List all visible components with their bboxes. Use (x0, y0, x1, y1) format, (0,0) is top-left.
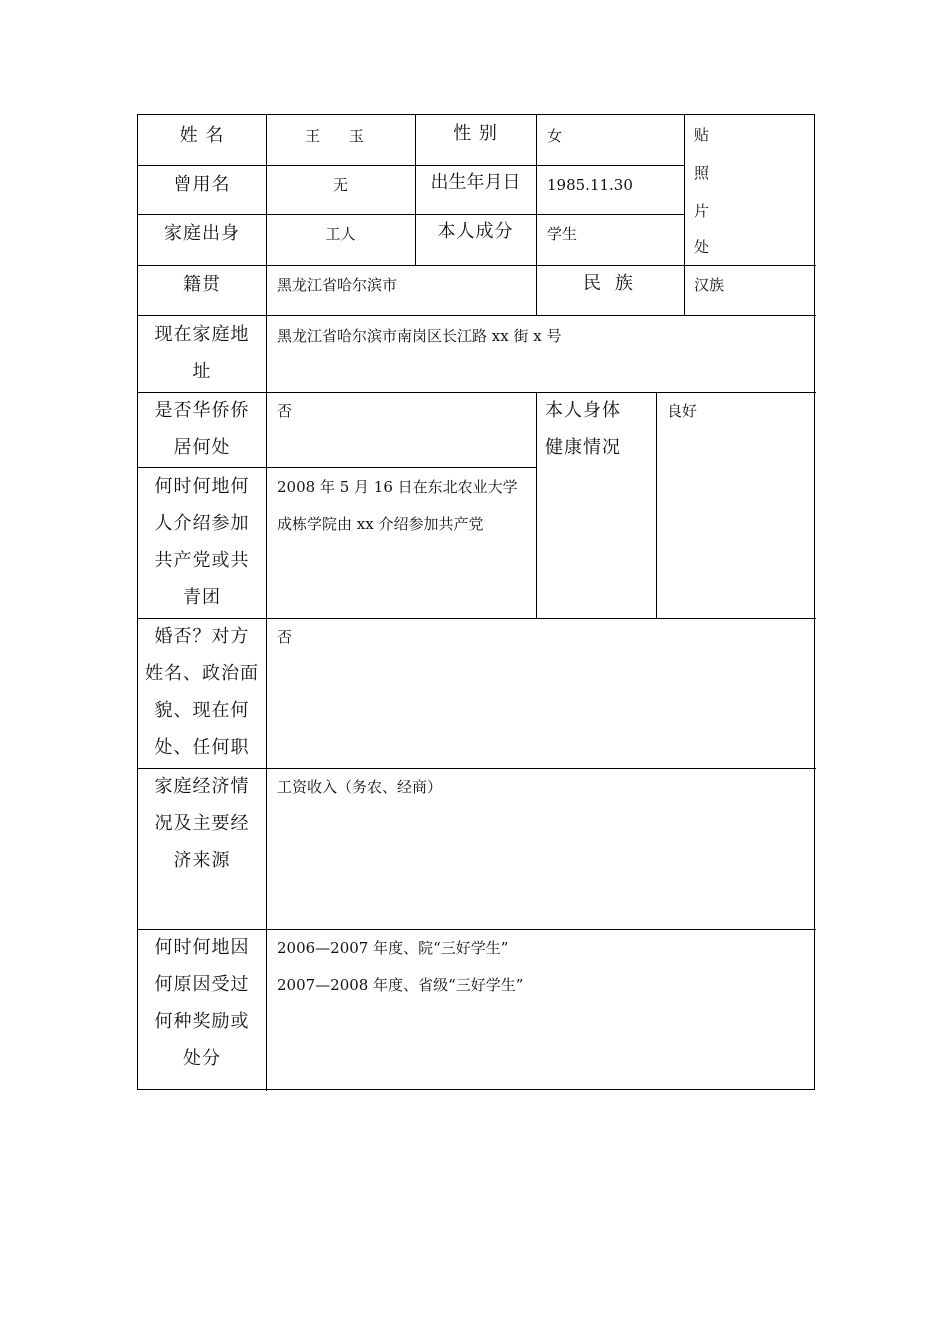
former-name-value: 无 (332, 176, 348, 194)
awards-label: 何种奖励或 (154, 1011, 250, 1032)
marriage-label: 姓名、政治面 (145, 663, 259, 684)
party-join-label: 何时何地何 (154, 476, 250, 497)
ethnicity-value: 汉族 (694, 276, 725, 294)
health-label: 健康情况 (545, 437, 621, 458)
economy-label: 济来源 (173, 850, 231, 871)
party-join-label: 共产党或共 (154, 550, 250, 571)
col-line (656, 392, 657, 618)
overseas-label: 居何处 (173, 437, 231, 458)
health-value: 良好 (667, 402, 698, 420)
awards-value: 2006—2007 年度、院“三好学生” (277, 939, 509, 957)
marriage-label: 貌、现在何 (154, 700, 250, 721)
name-label: 姓 名 (179, 125, 225, 146)
col-line (536, 392, 537, 618)
awards-label: 处分 (183, 1048, 221, 1069)
party-join-label: 人介绍参加 (154, 513, 250, 534)
col-line (684, 115, 685, 315)
personal-status-label: 本人成分 (437, 221, 514, 242)
personal-info-form (137, 114, 815, 1090)
birth-date-value: 1985.11.30 (547, 176, 633, 194)
economy-label: 家庭经济情 (154, 776, 250, 797)
health-label: 本人身体 (545, 400, 621, 421)
awards-label: 何原因受过 (154, 974, 250, 995)
photo-char: 贴 (694, 126, 710, 144)
economy-value: 工资收入（务农、经商） (277, 778, 443, 796)
former-name-label: 曾用名 (173, 174, 231, 195)
gender-value: 女 (547, 127, 563, 145)
family-origin-label: 家庭出身 (164, 223, 240, 244)
personal-status-value: 学生 (547, 225, 578, 243)
home-address-label: 址 (192, 361, 212, 382)
marriage-label: 婚否？对方 (154, 626, 250, 647)
overseas-value: 否 (277, 402, 293, 420)
photo-char: 片 (694, 202, 710, 220)
overseas-label: 是否华侨侨 (154, 400, 250, 421)
family-origin-value: 工人 (325, 225, 356, 243)
birth-date-label: 出生年月日 (430, 172, 521, 193)
marriage-value: 否 (277, 628, 293, 646)
home-address-label: 现在家庭地 (154, 324, 250, 345)
home-address-value: 黑龙江省哈尔滨市南岗区长江路 xx 街 x 号 (277, 327, 562, 345)
name-value: 王 玉 (305, 127, 376, 145)
photo-char: 照 (694, 164, 710, 182)
awards-value: 2007—2008 年度、省级“三好学生” (277, 976, 524, 994)
photo-char: 处 (694, 238, 710, 256)
gender-label: 性 别 (453, 123, 498, 144)
ethnicity-label: 民 族 (583, 273, 637, 294)
party-join-label: 青团 (183, 587, 221, 608)
native-place-label: 籍贯 (183, 274, 221, 295)
party-join-value: 成栋学院由 xx 介绍参加共产党 (277, 515, 484, 533)
party-join-value: 2008 年 5 月 16 日在东北农业大学 (277, 478, 518, 496)
economy-label: 况及主要经 (154, 813, 250, 834)
native-place-value: 黑龙江省哈尔滨市 (277, 276, 398, 294)
marriage-label: 处、任何职 (154, 737, 250, 758)
col-line (266, 115, 267, 1091)
awards-label: 何时何地因 (154, 937, 250, 958)
